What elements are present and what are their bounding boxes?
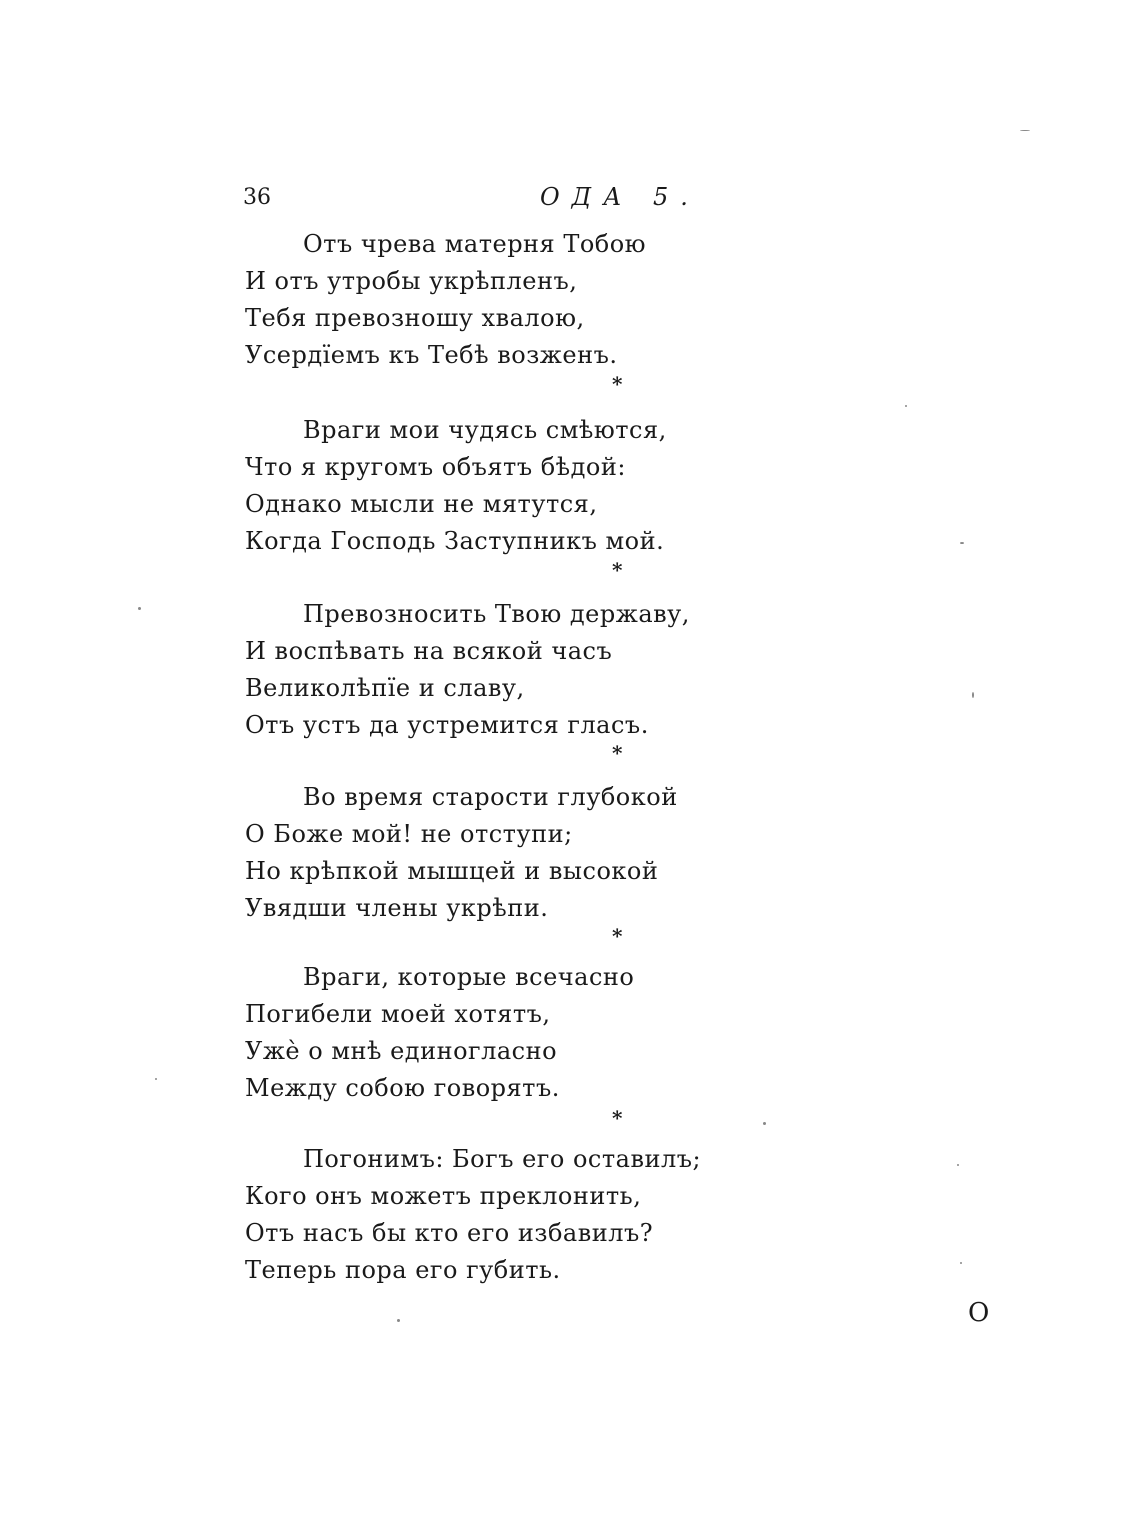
verse-line: Между собою говорятъ.	[245, 1074, 560, 1102]
verse-line: Теперь пора его губить.	[245, 1256, 561, 1284]
scan-speck	[763, 1122, 766, 1125]
verse-line: Отъ насъ бы кто его избавилъ?	[245, 1219, 654, 1247]
stanza-2	[245, 412, 805, 560]
scan-speck	[155, 1078, 157, 1080]
stanza-4	[245, 779, 805, 927]
scan-speck	[960, 542, 964, 544]
stanza-5	[245, 959, 805, 1107]
verse-line: Усердїемъ къ Тебѣ возженъ.	[245, 341, 618, 369]
running-title: ОДА 5.	[540, 183, 700, 211]
verse-line: Отъ устъ да устремится гласъ.	[245, 711, 649, 739]
verse-line: Враги мои чудясь смѣются,	[303, 416, 667, 444]
verse-line: Отъ чрева матерня Тобою	[303, 230, 647, 258]
verse-line: Однако мысли не мятутся,	[245, 490, 598, 518]
verse-line: Превозносить Твою державу,	[303, 600, 690, 628]
verse-line: Погонимъ: Богъ его оставилъ;	[303, 1145, 702, 1173]
stanza-separator: *	[612, 741, 623, 765]
page-number: 36	[243, 185, 271, 210]
stanza-3	[245, 596, 805, 744]
verse-line: Ужѐ о мнѣ единогласно	[245, 1037, 558, 1065]
verse-line: Когда Господь Заступникъ мой.	[245, 527, 665, 555]
verse-line: Тебя превозношу хвалою,	[245, 304, 585, 332]
verse-line: Кого онъ можетъ преклонить,	[245, 1182, 642, 1210]
scan-speck	[1020, 130, 1030, 131]
scan-speck	[960, 1262, 962, 1264]
stanza-separator: *	[612, 924, 623, 948]
verse-line: Враги, которые всечасно	[303, 963, 635, 991]
scan-speck	[957, 1164, 959, 1166]
verse-line: О Боже мой! не отступи;	[245, 820, 573, 848]
stanza-separator: *	[612, 372, 623, 396]
verse-line: Великолѣпїе и славу,	[245, 674, 525, 702]
verse-line: Что я кругомъ объятъ бѣдой:	[245, 453, 626, 481]
stanza-separator: *	[612, 558, 623, 582]
verse-line: И воспѣвать на всякой часъ	[245, 637, 613, 665]
verse-line: Но крѣпкой мышцей и высокой	[245, 857, 659, 885]
verse-line: Во время старости глубокой	[303, 783, 678, 811]
stanza-6	[245, 1141, 805, 1289]
catchword: О	[968, 1298, 990, 1328]
verse-line: И отъ утробы укрѣпленъ,	[245, 267, 578, 295]
scan-speck	[905, 405, 907, 407]
stanza-1	[245, 226, 805, 374]
stanza-separator: *	[612, 1106, 623, 1130]
verse-line: Увядши члены укрѣпи.	[245, 894, 549, 922]
scan-speck	[138, 607, 141, 610]
verse-line: Погибели моей хотятъ,	[245, 1000, 551, 1028]
scan-speck	[397, 1319, 400, 1322]
scan-speck	[972, 692, 974, 698]
